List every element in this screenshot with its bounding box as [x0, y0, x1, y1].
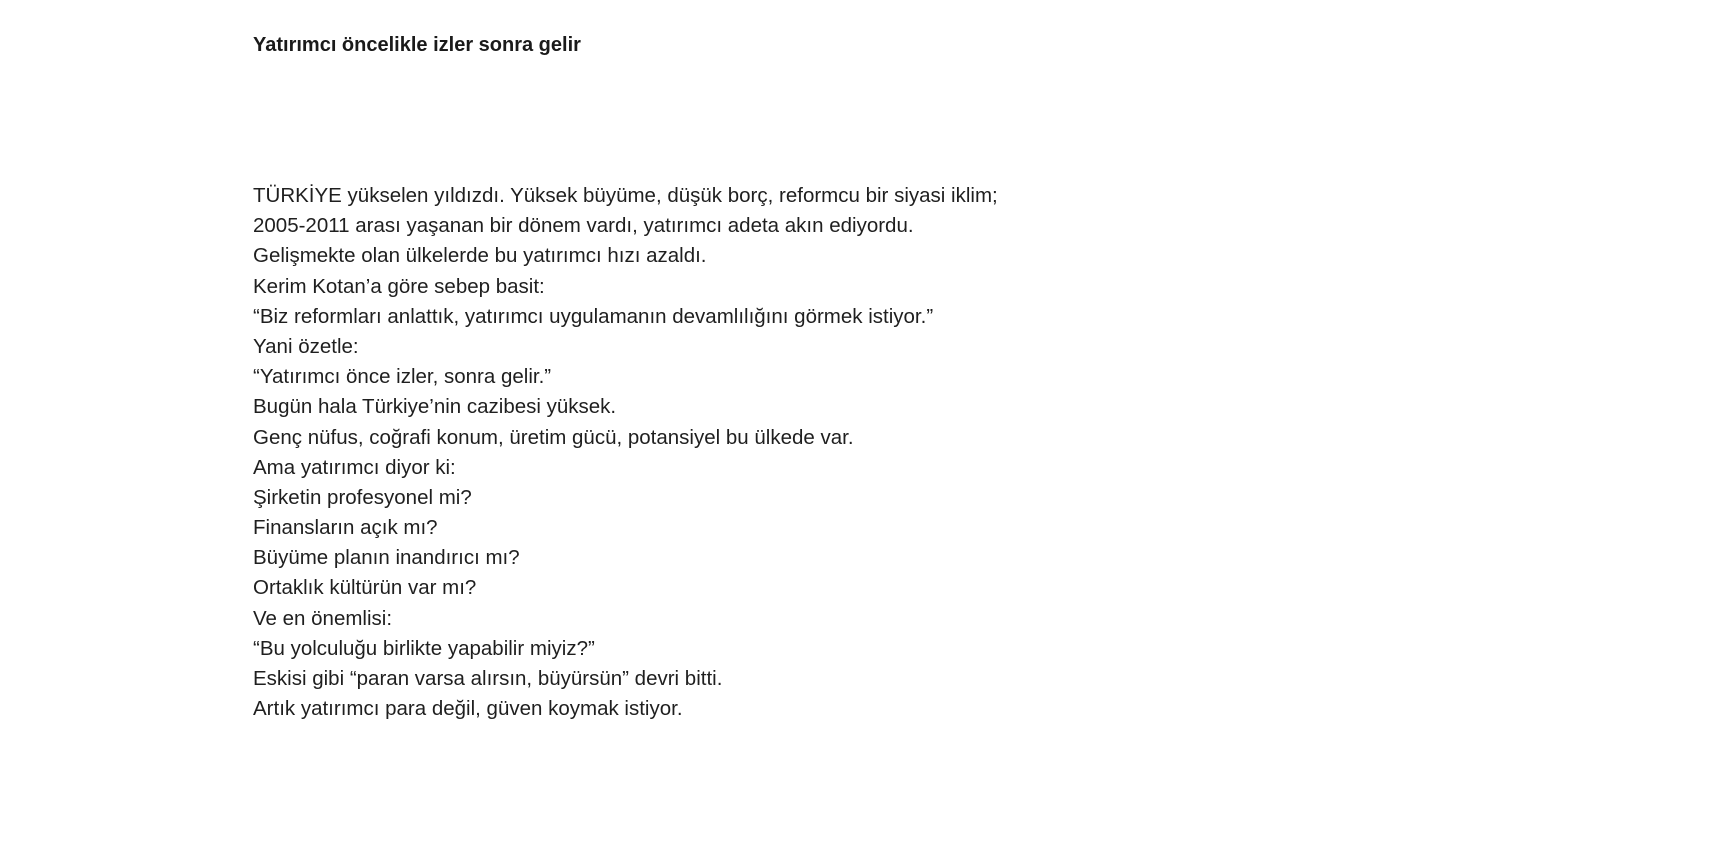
- body-line: Şirketin profesyonel mi?: [253, 485, 472, 509]
- body-line: Artık yatırımcı para değil, güven koymak istiyor.: [253, 697, 683, 721]
- body-line: Büyüme planın inandırıcı mı?: [253, 546, 520, 570]
- body-line: TÜRKİYE yükselen yıldızdı. Yüksek büyüme, düşük borç, reformcu bir siyasi iklim;: [253, 184, 998, 207]
- body-line: 2005-2011 arası yaşanan bir dönem vardı, yatırımcı adeta akın ediyordu.: [253, 214, 914, 238]
- body-line: Ortaklık kültürün var mı?: [253, 576, 477, 600]
- article-title: Yatırımcı öncelikle izler sonra gelir: [253, 34, 581, 56]
- body-line: Finansların açık mı?: [253, 516, 438, 540]
- body-line: “Bu yolculuğu birlikte yapabilir miyiz?”: [253, 636, 595, 660]
- body-line: Bugün hala Türkiye’nin cazibesi yüksek.: [253, 395, 617, 419]
- body-line: Kerim Kotan’a göre sebep basit:: [253, 274, 545, 298]
- body-line: Genç nüfus, coğrafi konum, üretim gücü, potansiyel bu ülkede var.: [253, 425, 854, 449]
- body-line: Yani özetle:: [253, 334, 359, 358]
- body-line: “Biz reformları anlattık, yatırımcı uygulamanın devamlılığını görmek istiyor.”: [253, 304, 934, 328]
- body-line: Gelişmekte olan ülkelerde bu yatırımcı hızı azaldı.: [253, 244, 707, 268]
- body-line: Ama yatırımcı diyor ki:: [253, 455, 456, 479]
- body-line: Eskisi gibi “paran varsa alırsın, büyürsün” devri bitti.: [253, 667, 723, 690]
- body-line: “Yatırımcı önce izler, sonra gelir.”: [253, 365, 552, 389]
- body-line: Ve en önemlisi:: [253, 606, 393, 630]
- article-body: [253, 181, 998, 724]
